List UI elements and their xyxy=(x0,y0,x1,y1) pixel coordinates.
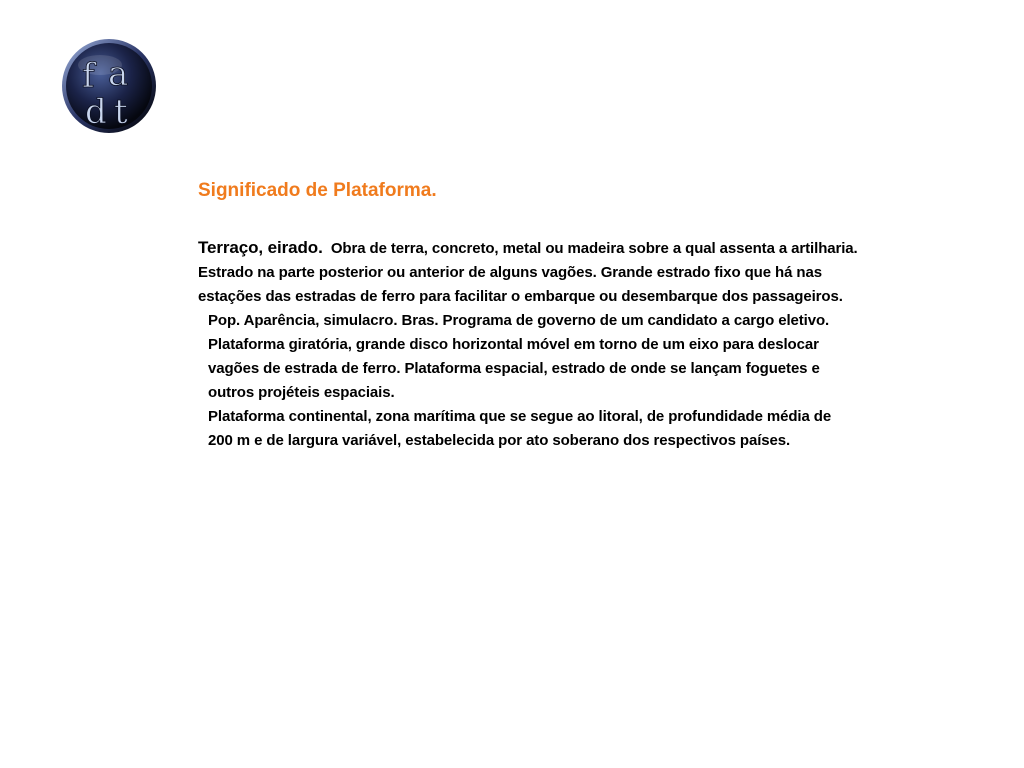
definition-term: Terraço, eirado. xyxy=(198,238,323,257)
svg-text:f: f xyxy=(82,56,95,96)
definition-paragraph-3: Plataforma continental, zona marítima que se segue ao litoral, de profundidade média de 200 m e de largura variável, estabelecida por ato soberano dos respectivos países. xyxy=(208,408,832,449)
svg-text:a: a xyxy=(108,54,129,94)
definition-paragraph-1-text: Obra de terra, concreto, metal ou madeira sobre a qual assenta a artilharia. Estrado na parte posterior ou anterior de alguns vagões. Grande estrado fixo que há nas estações das estradas de ferro para facilitar o embarque ou desembarque dos passageiros. xyxy=(198,240,858,305)
slide-heading: Significado de Plataforma. xyxy=(198,180,437,201)
svg-text:t: t xyxy=(114,92,128,132)
svg-text:d: d xyxy=(85,92,107,132)
content-block xyxy=(198,178,858,453)
fadat-logo-icon xyxy=(60,37,158,135)
definition-paragraph-2: Pop. Aparência, simulacro. Bras. Programa de governo de um candidato a cargo eletivo. Plataforma giratória, grande disco horizontal móvel em torno de um eixo para deslocar vagões de estrada de ferro. Plataforma espacial, estrado de onde se lançam foguetes e outros projéteis espaciais. xyxy=(208,312,830,401)
definition-paragraph-1 xyxy=(198,236,858,309)
definition-text xyxy=(198,236,858,453)
